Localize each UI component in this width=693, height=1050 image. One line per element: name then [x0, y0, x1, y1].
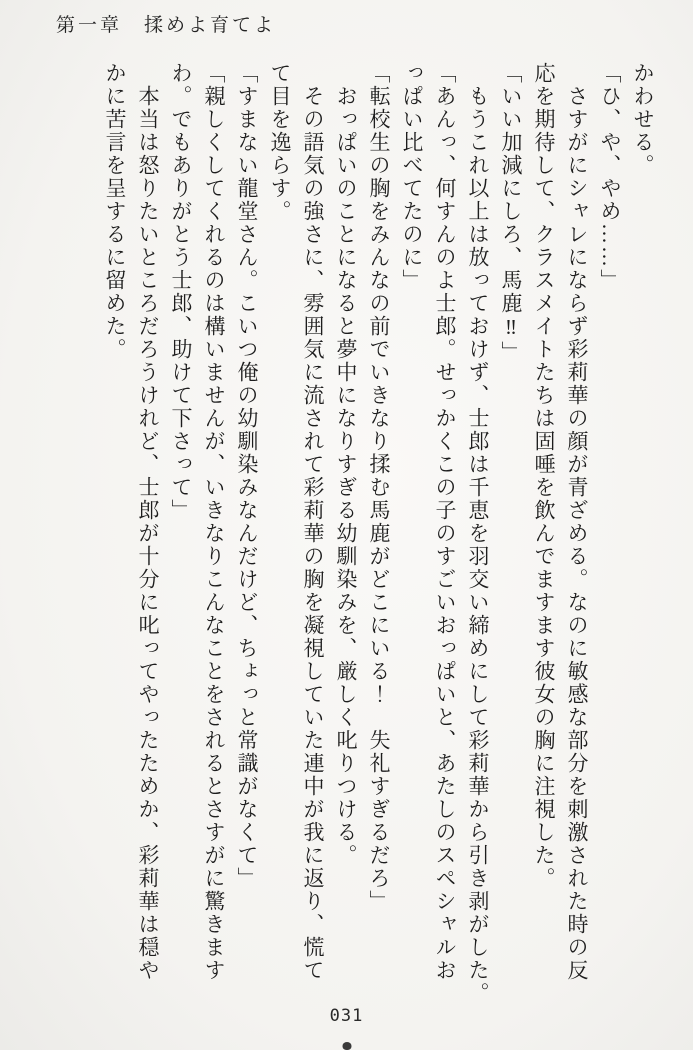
text-line: 「すまない龍堂さん。こいつ俺の幼馴染みなんだけど、ちょっと常識がなくて」 — [235, 62, 259, 890]
page-number: 031 — [329, 1006, 364, 1026]
text-line: おっぱいのことになると夢中になりすぎる幼馴染みを、厳しく叱りつける。 — [334, 62, 358, 867]
text-line: わ。でもありがとう士郎、助けて下さって」 — [169, 62, 193, 522]
text-line: 応を期待して、クラスメイトたちは固唾を飲んでますます彼女の胸に注視した。 — [532, 62, 556, 890]
text-line: て目を逸らす。 — [268, 62, 292, 223]
text-line: 「いい加減にしろ、馬鹿‼」 — [499, 62, 523, 364]
text-line: 「親しくしてくれるのは構いませんが、いきなりこんなことをされるとさすがに驚きます — [202, 62, 226, 982]
text-line: さすがにシャレにならず彩莉華の顔が青ざめる。なのに敏感な部分を刺激された時の反 — [565, 62, 589, 982]
text-line: かわせる。 — [631, 62, 655, 177]
text-line: かに苦言を呈するに留めた。 — [103, 62, 127, 361]
novel-text-body — [98, 62, 659, 1014]
chapter-header: 第一章 揉めよ育てよ — [56, 15, 277, 36]
page-bottom-mark — [342, 1042, 351, 1050]
text-line: もうこれ以上は放っておけず、士郎は千恵を羽交い締めにして彩莉華から引き剥がした。 — [466, 62, 490, 1005]
text-line: その語気の強さに、雰囲気に流されて彩莉華の胸を凝視していた連中が我に返り、慌て — [301, 62, 325, 982]
text-line: 「転校生の胸をみんなの前でいきなり揉む馬鹿がどこにいる！ 失礼すぎるだろ」 — [367, 62, 391, 913]
text-line: 「あんっ、何すんのよ士郎。せっかくこの子のすごいおっぱいと、あたしのスペシャルお — [433, 62, 457, 982]
text-line: 本当は怒りたいところだろうけれど、士郎が十分に叱ってやったためか、彩莉華は穏や — [136, 62, 160, 982]
text-line: っぱい比べてたのに」 — [400, 62, 424, 292]
text-line: 「ひ、や、やめ……」 — [598, 62, 622, 292]
